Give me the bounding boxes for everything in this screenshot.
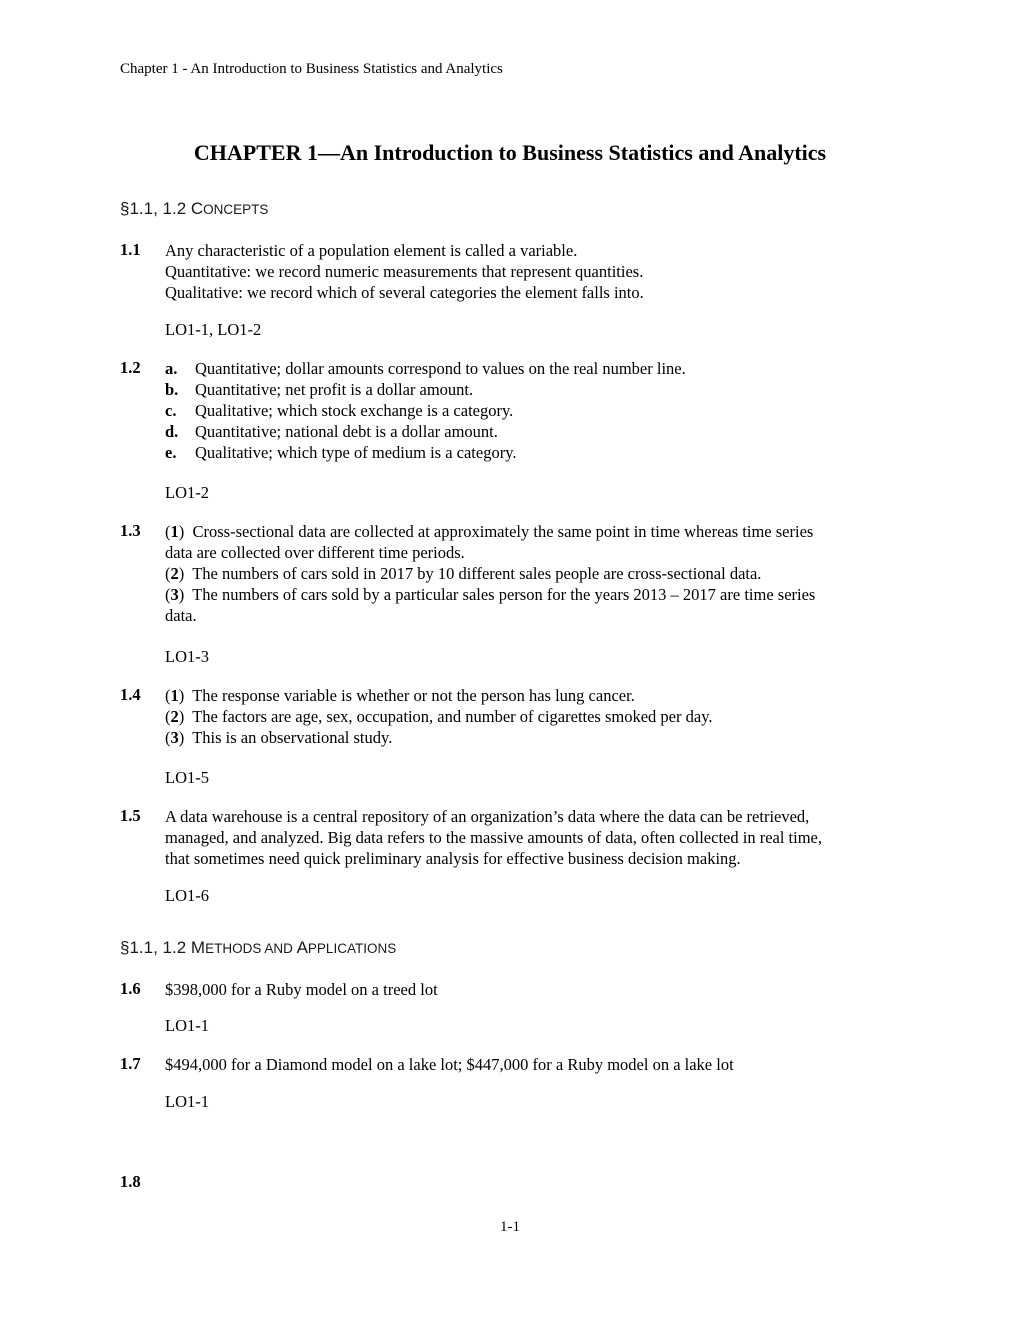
part-text: The response variable is whether or not the person has lung cancer. [192,686,635,705]
part-number: 1 [170,686,179,705]
learning-objective: LO1-1, LO1-2 [165,320,262,339]
item-1-1-body [165,240,905,303]
text-line: $494,000 for a Diamond model on a lake lot; $447,000 for a Ruby model on a lake lot [165,1055,734,1074]
item-number: 1.7 [120,1054,141,1073]
part-continuation: data are collected over different time periods. [165,543,465,562]
part-number: 3 [170,728,179,747]
section-small-caps: ONCEPTS [203,202,269,217]
list-text: Qualitative; which stock exchange is a category. [195,401,514,420]
part-number: 2 [170,707,179,726]
learning-objective: LO1-1 [165,1092,209,1111]
part-continuation: data. [165,606,197,625]
item-1-3-body [165,521,905,626]
numbered-part: (2) The numbers of cars sold in 2017 by 10 different sales people are cross-sectional data. [165,564,762,583]
item-number: 1.1 [120,240,141,259]
text-line: that sometimes need quick preliminary analysis for effective business decision making. [165,849,741,868]
list-item [165,400,905,421]
list-letter: a. [165,359,178,378]
text-line: $398,000 for a Ruby model on a treed lot [165,980,438,999]
learning-objective: LO1-2 [165,483,209,502]
item-number: 1.3 [120,521,141,540]
section-cap: C [190,199,204,218]
item-number: 1.2 [120,358,141,377]
page-number: 1-1 [500,1219,520,1235]
list-letter: c. [165,401,177,420]
part-text: The factors are age, sex, occupation, and number of cigarettes smoked per day. [192,707,713,726]
list-item [165,358,905,379]
list-item [165,442,905,463]
chapter-title: CHAPTER 1—An Introduction to Business Statistics and Analytics [193,140,827,165]
part-number: 1 [170,522,179,541]
list-item [165,379,905,400]
list-text: Qualitative; which type of medium is a category. [195,443,517,462]
list-text: Quantitative; national debt is a dollar amount. [195,422,498,441]
part-text: This is an observational study. [192,728,393,747]
item-number: 1.4 [120,685,141,704]
section-small-caps: PPLICATIONS [307,941,397,956]
part-text: The numbers of cars sold in 2017 by 10 different sales people are cross-sectional data. [192,564,762,583]
text-line: Quantitative: we record numeric measurements that represent quantities. [165,262,644,281]
part-number: 3 [170,585,179,604]
numbered-part: (3) The numbers of cars sold by a particular sales person for the years 2013 – 2017 are time series [165,585,816,604]
numbered-part: (1) The response variable is whether or not the person has lung cancer. [165,686,635,705]
text-line: Qualitative: we record which of several categories the element falls into. [165,283,644,302]
part-text: The numbers of cars sold by a particular sales person for the years 2013 – 2017 are time series [192,585,816,604]
text-line: Any characteristic of a population element is called a variable. [165,241,578,260]
section-prefix: §1.1, 1.2 [120,199,191,218]
section-heading-concepts [120,199,268,219]
learning-objective: LO1-5 [165,768,209,787]
section-cap: A [296,938,308,957]
section-cap: M [190,938,206,957]
list-letter: d. [165,422,179,441]
learning-objective: LO1-6 [165,886,209,905]
text-line: A data warehouse is a central repository of an organization’s data where the data can be retrieved, [165,807,810,826]
list-letter: b. [165,380,179,399]
part-number: 2 [170,564,179,583]
list-text: Quantitative; net profit is a dollar amount. [195,380,474,399]
learning-objective: LO1-1 [165,1016,209,1035]
item-number: 1.5 [120,806,141,825]
numbered-part: (1) Cross-sectional data are collected at approximately the same point in time whereas time series [165,522,814,541]
part-text: Cross-sectional data are collected at approximately the same point in time whereas time series [192,522,814,541]
item-1-5-body [165,806,905,869]
text-line: managed, and analyzed. Big data refers to the massive amounts of data, often collected in real time, [165,828,823,847]
section-heading-methods [120,938,396,958]
section-small-caps: ETHODS AND [205,941,297,956]
item-number: 1.8 [120,1172,141,1191]
numbered-part: (3) This is an observational study. [165,728,393,747]
item-1-2-body [165,358,905,463]
numbered-part: (2) The factors are age, sex, occupation, and number of cigarettes smoked per day. [165,707,713,726]
item-1-7-body [165,1054,905,1075]
list-item [165,421,905,442]
learning-objective: LO1-3 [165,647,209,666]
list-text: Quantitative; dollar amounts correspond to values on the real number line. [195,359,686,378]
item-1-6-body [165,979,905,1000]
running-header: Chapter 1 - An Introduction to Business Statistics and Analytics [120,61,503,77]
list-letter: e. [165,443,177,462]
section-prefix: §1.1, 1.2 [120,938,191,957]
item-number: 1.6 [120,979,141,998]
item-1-4-body [165,685,905,748]
